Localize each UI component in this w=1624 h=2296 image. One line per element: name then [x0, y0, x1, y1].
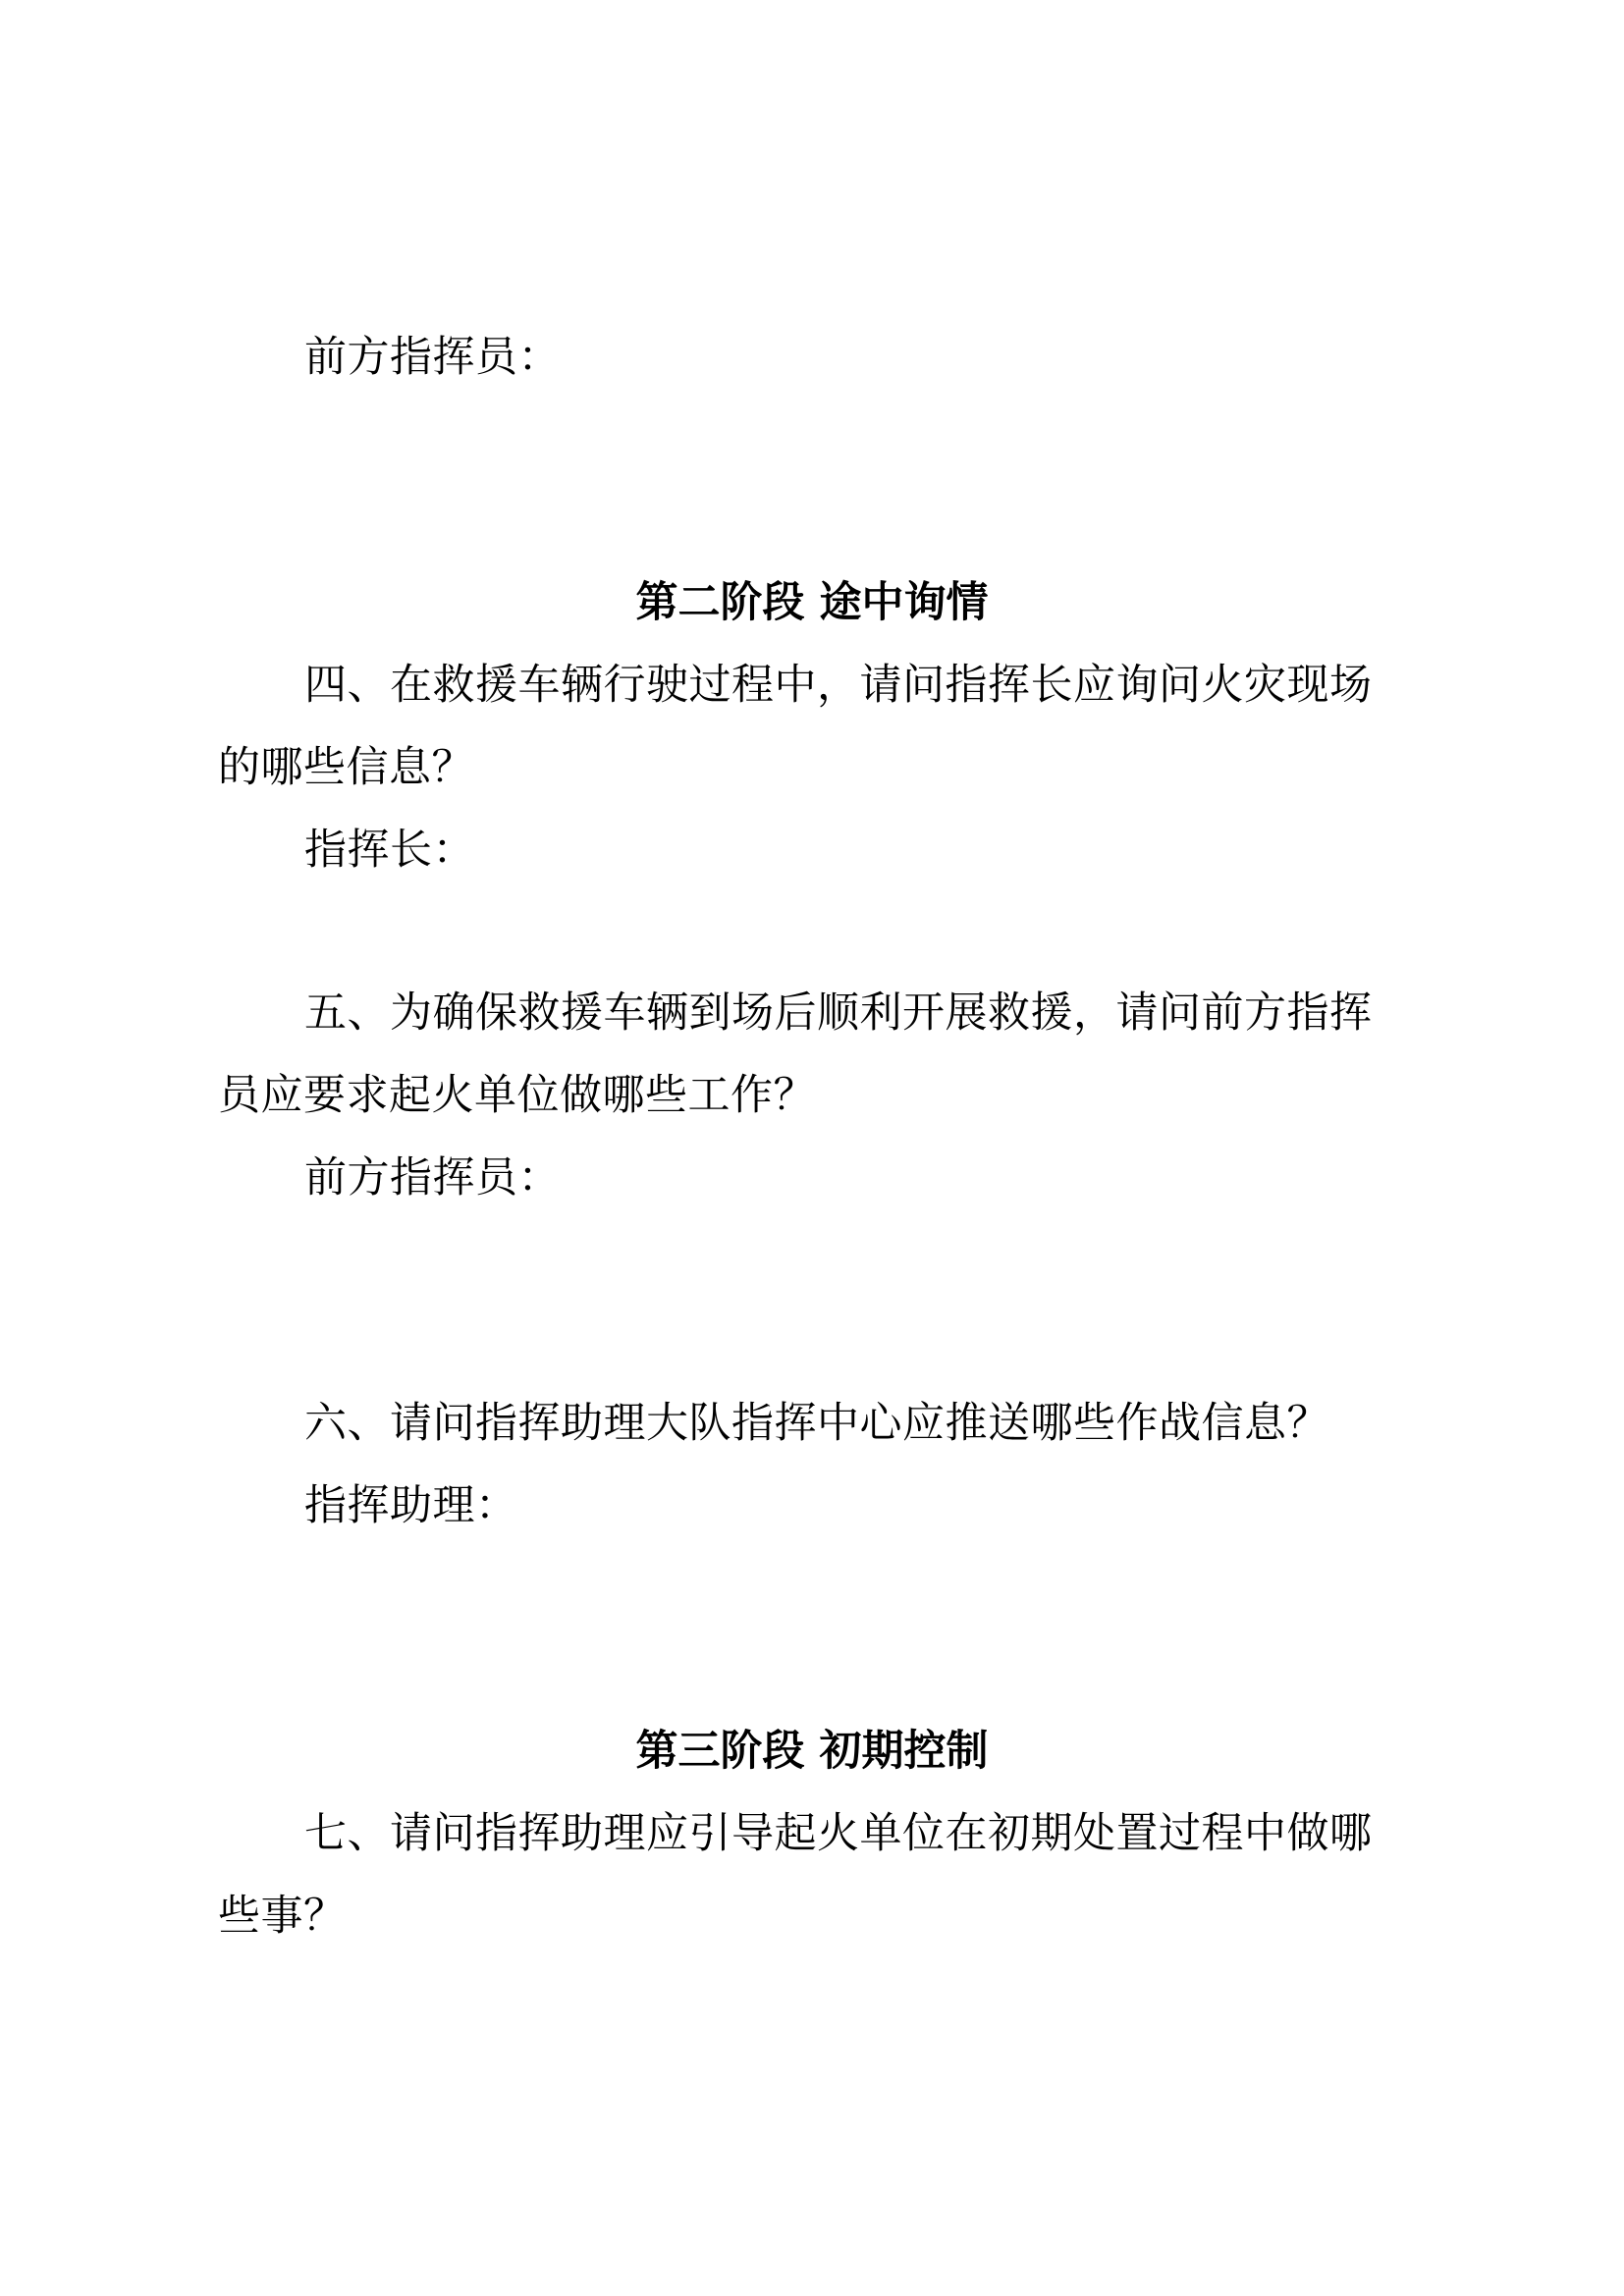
question-7-line-2: 些事？ [218, 1892, 347, 1941]
section-heading-stage-3: 第三阶段 初期控制 [635, 1727, 989, 1776]
answer-label-front-commander-2: 前方指挥员： [304, 1153, 561, 1202]
answer-label-commander: 指挥长： [304, 826, 475, 875]
answer-label-front-commander-1: 前方指挥员： [304, 333, 561, 382]
question-5-line-2: 员应要求起火单位做哪些工作？ [218, 1071, 816, 1120]
question-7-line-1: 七、请问指挥助理应引导起火单位在初期处置过程中做哪 [304, 1809, 1373, 1858]
question-6-line-1: 六、请问指挥助理大队指挥中心应推送哪些作战信息？ [304, 1399, 1329, 1448]
question-4-line-2: 的哪些信息？ [218, 743, 474, 792]
section-heading-stage-2: 第二阶段 途中询情 [635, 578, 989, 627]
answer-label-assistant: 指挥助理： [304, 1481, 518, 1530]
question-5-line-1: 五、为确保救援车辆到场后顺利开展救援，请问前方指挥 [304, 988, 1373, 1038]
question-4-line-1: 四、在救援车辆行驶过程中，请问指挥长应询问火灾现场 [304, 661, 1373, 710]
